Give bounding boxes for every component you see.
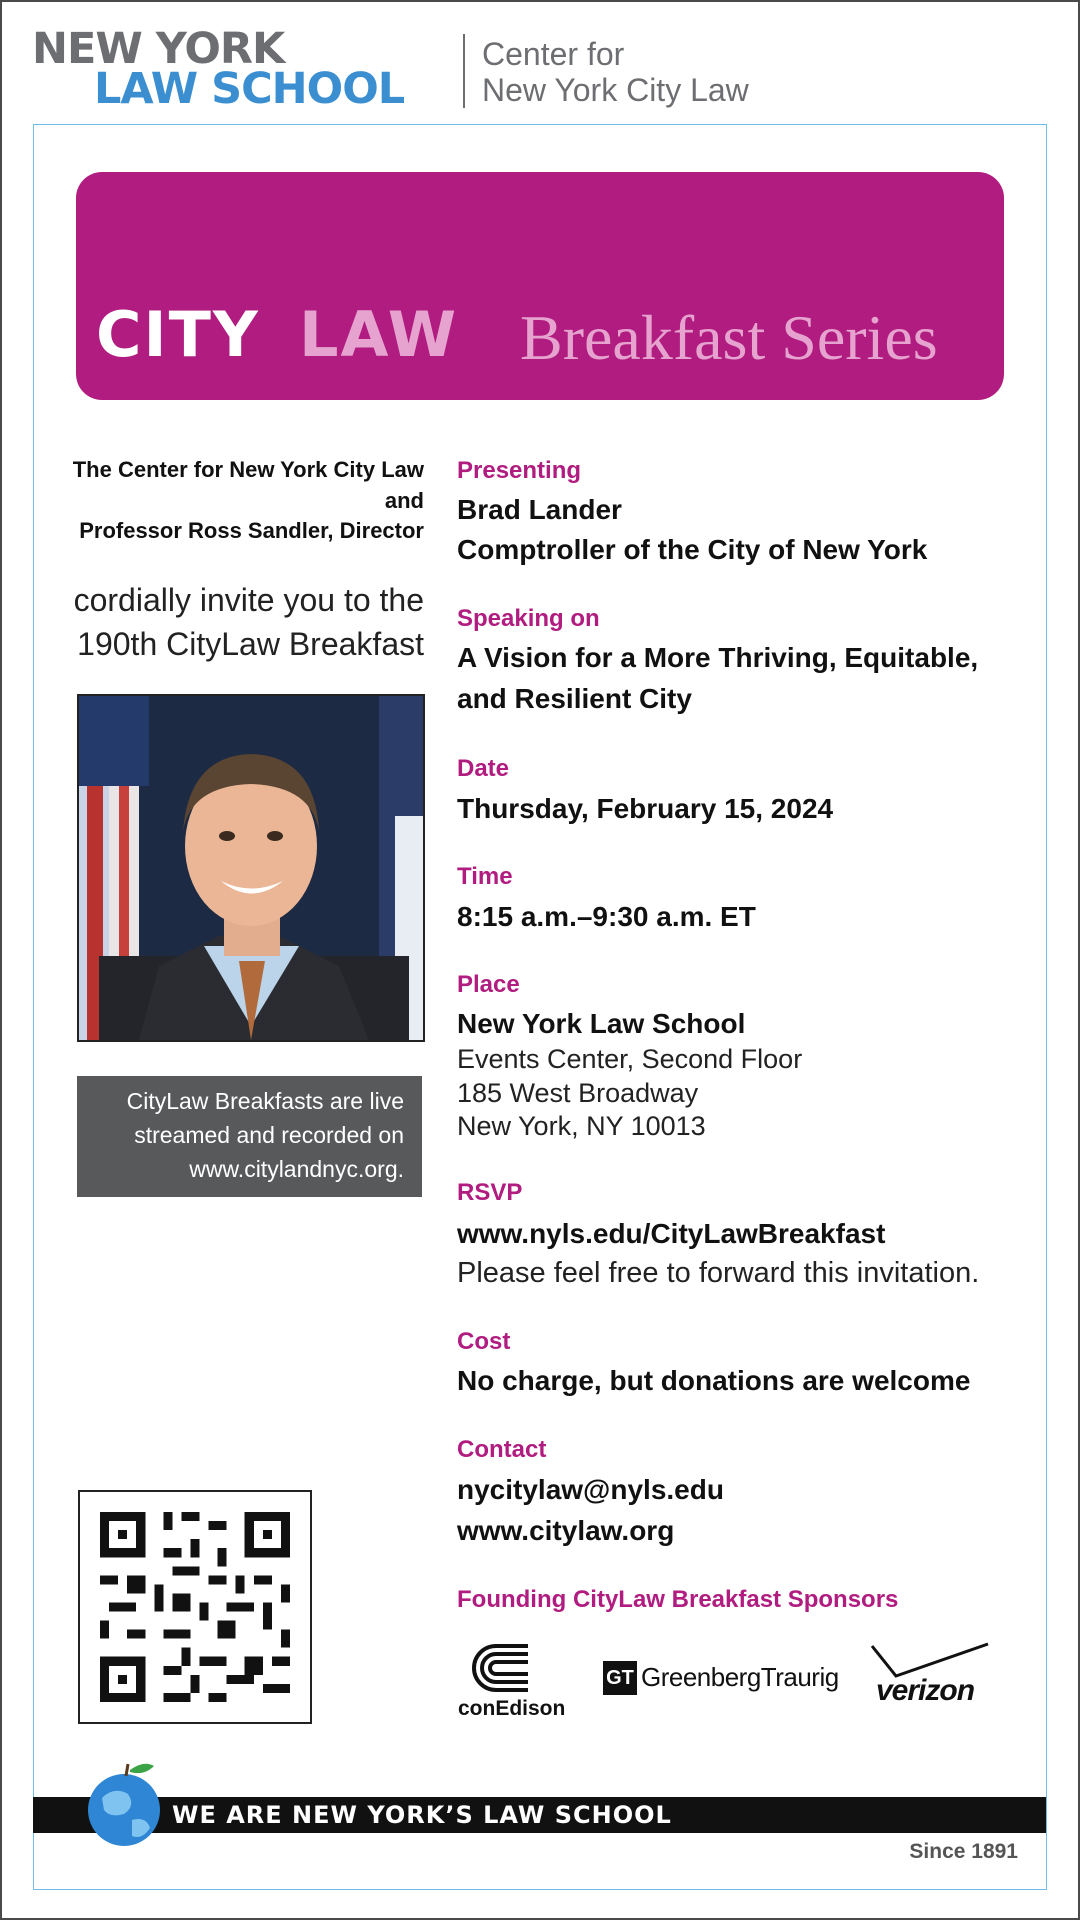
stream-line1: CityLaw Breakfasts are live [126,1088,404,1114]
date-label: Date [457,755,510,782]
place-name: New York Law School [457,1008,746,1039]
contact-label: Contact [457,1436,547,1463]
rsvp-label: RSVP [457,1179,523,1206]
footer-tagline: WE ARE NEW YORK’S LAW SCHOOL [172,1801,672,1829]
since-year: Since 1891 [909,1840,1018,1863]
presenter-title: Comptroller of the City of New York [457,534,928,565]
presenting-label: Presenting [457,457,582,484]
center-name-line2: New York City Law [482,72,749,108]
event-date: Thursday, February 15, 2024 [457,793,834,824]
logo-law-school: LAW SCHOOL [94,64,405,114]
place-line1: Events Center, Second Floor [457,1044,803,1074]
center-name-line1: Center for [482,36,625,72]
banner-law: LAW [299,298,459,371]
host-line2: and [384,488,424,513]
topic-line1: A Vision for a More Thriving, Equitable, [457,642,979,673]
speaking-label: Speaking on [457,605,600,632]
place-line3: New York, NY 10013 [457,1111,706,1141]
event-time: 8:15 a.m.–9:30 a.m. ET [457,901,756,932]
greenberg-traurig-mark: GT [603,1661,637,1695]
banner-city: CITY [96,298,260,371]
livestream-notice [77,1076,422,1197]
speaker-portrait-illustration [79,696,423,1040]
speaker-photo [77,694,425,1042]
topic-line2: and Resilient City [457,683,692,714]
stream-url[interactable]: www.citylandnyc.org. [189,1156,404,1182]
place-line2: 185 West Broadway [457,1078,699,1108]
rsvp-url[interactable]: www.nyls.edu/CityLawBreakfast [457,1218,886,1249]
sponsor-conedison: conEdison [458,1697,566,1720]
sponsor-greenberg-traurig: GreenbergTraurig [641,1662,839,1692]
cost-label: Cost [457,1328,511,1355]
qr-code-icon [82,1494,308,1720]
time-label: Time [457,863,513,890]
apple-globe-icon [84,1758,168,1848]
logo-new-york: NEW YORK [32,24,285,74]
contact-website[interactable]: www.citylaw.org [457,1515,675,1546]
banner-series: Breakfast Series [520,302,938,373]
cost-value: No charge, but donations are welcome [457,1365,971,1396]
place-label: Place [457,971,520,998]
host-line1: The Center for New York City Law [72,457,424,482]
qr-code[interactable] [78,1490,312,1724]
invite-line2: 190th CityLaw Breakfast [77,626,424,662]
logo-divider [463,34,465,108]
presenter-name: Brad Lander [457,494,622,525]
sponsor-verizon: verizon [876,1674,975,1707]
host-line3: Professor Ross Sandler, Director [79,518,424,543]
rsvp-note: Please feel free to forward this invitation. [457,1257,980,1289]
sponsors-label: Founding CityLaw Breakfast Sponsors [457,1586,899,1613]
stream-line2: streamed and recorded on [134,1122,404,1148]
contact-email[interactable]: nycitylaw@nyls.edu [457,1474,724,1505]
invite-line1: cordially invite you to the [73,582,424,618]
